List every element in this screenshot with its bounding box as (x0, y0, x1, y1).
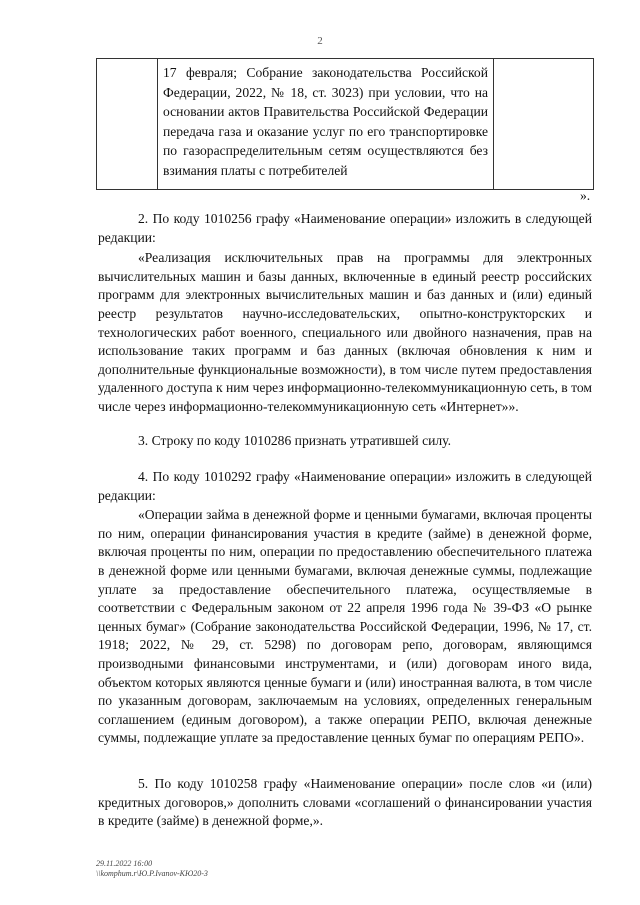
footer-file-path: \\komphum.r\Ю.Р.Ivanov-КЮ20-3 (96, 869, 208, 878)
table-column-divider (157, 59, 158, 189)
continuation-table (96, 58, 594, 190)
item-5-text: 5. По коду 1010258 графу «Наименование операции» после слов «и (или) кредитных договоров,» дополнить словами «соглашений о финансировании участия в кредите (займе) в денежной форме,». (98, 776, 592, 829)
item-2-intro: 2. По коду 1010256 графу «Наименование операции» изложить в следующей редакции: (98, 211, 592, 245)
table-cell-operation-name: 17 февраля; Собрание законодательства Российской Федерации, 2022, № 18, ст. 3023) при условии, что на основании актов Правительства Российской Федерации передача газа и оказание услуг по его транспортировке по газораспределительным сетям осуществляются без взимания платы с потребителей (163, 65, 488, 178)
table-closing-quote: ». (580, 188, 591, 203)
item-4 (98, 468, 592, 748)
item-3 (98, 432, 592, 451)
item-2-text: «Реализация исключительных прав на программы для электронных вычислительных машин и базы данных, включенные в единый реестр российских программ для электронных вычислительных машин и баз данных и (или) единый реестр результатов научно-исследовательских, опытно-конструкторских и технологических работ военного, специального или двойного назначения, прав на использование таких программ и баз данных (включая обновления к ним и дополнительные функциональные возможности), в том числе путем предоставления удаленного доступа к ним через информационно-телекоммуникационную сеть, в том числе через информационно-телекоммуникационную сеть «Интернет»». (98, 250, 593, 414)
item-2 (98, 210, 592, 417)
item-4-text: «Операции займа в денежной форме и ценными бумагами, включая проценты по ним, операции финансирования участия в кредите (займе) в денежной форме, включая проценты по ним, операции по предоставлению обеспечительного платежа в денежной форме или ценными бумагами, включая денежные суммы, подлежащие уплате за предоставление обеспечительного платежа, осуществляемые в соответствии с Федеральным законом от 22 апреля 1996 года № 39-ФЗ «О рынке ценных бумаг» (Собрание законодательства Российской Федерации, 1996, № 17, ст. 1918; 2022, № 29, ст. 5298) по договорам репо, договорам, являющимся производными финансовыми инструментами, и (или) договорам иного вида, объектом которых являются ценные бумаги и (или) иностранная валюта, в том числе по указанным договорам, заключаемым на условиях, определенных генеральным соглашением (единым договором), а также операции РЕПО, включая денежные суммы, подлежащие уплате за предоставление ценных бумаг по операциям РЕПО». (98, 507, 592, 746)
footer-timestamp: 29.11.2022 16:00 (96, 859, 153, 868)
item-4-intro: 4. По коду 1010292 графу «Наименование операции» изложить в следующей редакции: (98, 469, 592, 503)
table-column-divider (493, 59, 494, 189)
page-number: 2 (317, 35, 323, 47)
item-5 (98, 775, 592, 831)
item-3-text: 3. Строку по коду 1010286 признать утратившей силу. (138, 433, 451, 448)
document-footer (96, 859, 208, 879)
